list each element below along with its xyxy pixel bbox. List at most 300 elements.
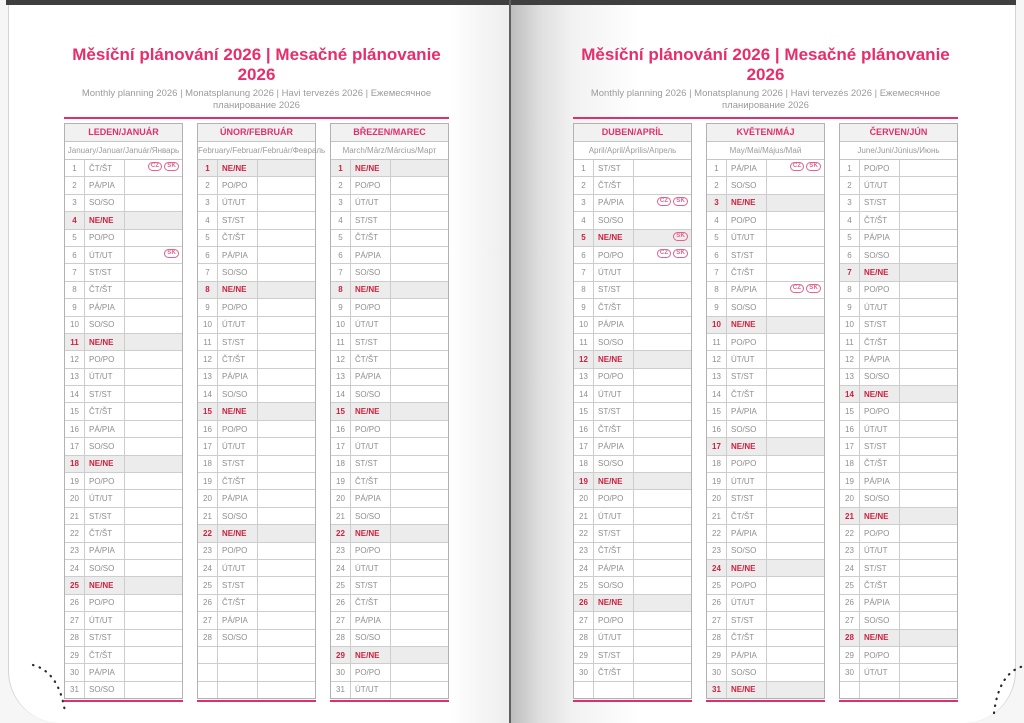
weekday-cell: SO/SO — [860, 490, 900, 506]
weekday-cell: ÚT/UT — [594, 630, 634, 646]
month-subtitle: April/April/Április/Апрель — [574, 142, 691, 160]
day-row — [707, 264, 824, 281]
day-number-cell: 10 — [574, 317, 594, 333]
notes-cell — [125, 595, 182, 611]
notes-cell — [391, 282, 448, 298]
notes-cell — [391, 560, 448, 576]
weekday-cell: PO/PO — [860, 403, 900, 419]
day-row — [574, 595, 691, 612]
day-row — [840, 438, 957, 455]
day-number-cell: 22 — [574, 525, 594, 541]
day-number-cell: 6 — [198, 247, 218, 263]
day-row — [65, 438, 182, 455]
month-table — [706, 123, 825, 699]
day-number-cell: 3 — [840, 195, 860, 211]
day-number-cell: 5 — [65, 230, 85, 246]
day-number-cell: 6 — [707, 247, 727, 263]
holiday-badge-cz: CZ — [148, 162, 162, 171]
notes-cell — [767, 577, 824, 593]
weekday-cell: SO/SO — [85, 560, 125, 576]
notes-cell — [634, 334, 691, 350]
notes-cell — [900, 212, 957, 228]
notes-cell — [391, 351, 448, 367]
day-row — [840, 456, 957, 473]
weekday-cell: ST/ST — [727, 369, 767, 385]
day-number-cell: 31 — [65, 682, 85, 698]
day-number-cell: 11 — [840, 334, 860, 350]
day-number-cell: 27 — [707, 612, 727, 628]
notes-cell — [258, 508, 315, 524]
weekday-cell: PO/PO — [351, 664, 391, 680]
notes-cell — [258, 525, 315, 541]
weekday-cell: PÁ/PIA — [594, 560, 634, 576]
weekday-cell: PÁ/PIA — [727, 282, 767, 298]
day-row — [198, 421, 315, 438]
notes-cell — [258, 386, 315, 402]
day-number-cell: 23 — [198, 543, 218, 559]
weekday-cell: ÚT/UT — [351, 682, 391, 698]
weekday-cell: ČT/ŠT — [351, 351, 391, 367]
notes-cell — [634, 630, 691, 646]
notes-cell — [634, 386, 691, 402]
notes-cell — [634, 230, 691, 246]
weekday-cell: PÁ/PIA — [218, 490, 258, 506]
notes-cell — [634, 299, 691, 315]
weekday-cell: NE/NE — [860, 386, 900, 402]
day-row — [65, 351, 182, 368]
day-row — [707, 334, 824, 351]
notes-cell — [900, 247, 957, 263]
day-number-cell: 27 — [198, 612, 218, 628]
day-number-cell: 30 — [574, 664, 594, 680]
day-number-cell: 30 — [840, 664, 860, 680]
notes-cell — [258, 612, 315, 628]
day-row — [198, 264, 315, 281]
weekday-cell: ČT/ŠT — [85, 647, 125, 663]
day-number-cell: 13 — [840, 369, 860, 385]
day-number-cell: 19 — [331, 473, 351, 489]
weekday-cell: PÁ/PIA — [85, 543, 125, 559]
day-number-cell: 17 — [707, 438, 727, 454]
day-row — [840, 560, 957, 577]
day-number-cell: 11 — [707, 334, 727, 350]
day-number-cell: 9 — [65, 299, 85, 315]
day-number-cell: 18 — [65, 456, 85, 472]
day-number-cell: 9 — [574, 299, 594, 315]
weekday-cell: SO/SO — [727, 664, 767, 680]
day-number-cell: 5 — [574, 230, 594, 246]
notes-cell — [900, 630, 957, 646]
page-title: Měsíční plánování 2026 | Mesačné plánovanie 2026 — [72, 45, 441, 84]
months-left — [64, 123, 449, 702]
day-number-cell: 29 — [707, 647, 727, 663]
notes-cell — [258, 543, 315, 559]
day-row — [707, 490, 824, 507]
weekday-cell: PO/PO — [218, 543, 258, 559]
day-row — [574, 160, 691, 177]
day-number-cell: 29 — [574, 647, 594, 663]
notes-cell — [634, 543, 691, 559]
day-number-cell: 22 — [65, 525, 85, 541]
notes-cell — [900, 508, 957, 524]
notes-cell — [634, 612, 691, 628]
day-row — [574, 508, 691, 525]
day-number-cell: 14 — [198, 386, 218, 402]
day-number-cell: 11 — [331, 334, 351, 350]
day-number-cell: 14 — [331, 386, 351, 402]
day-row — [707, 247, 824, 264]
notes-cell — [767, 595, 824, 611]
day-number-cell: 11 — [198, 334, 218, 350]
day-number-cell: 17 — [840, 438, 860, 454]
day-number-cell: 24 — [65, 560, 85, 576]
weekday-cell: NE/NE — [860, 630, 900, 646]
weekday-cell: ÚT/UT — [727, 595, 767, 611]
day-row — [65, 682, 182, 698]
day-number-cell: 11 — [65, 334, 85, 350]
day-row — [65, 630, 182, 647]
notes-cell — [391, 212, 448, 228]
day-number-cell: 10 — [840, 317, 860, 333]
weekday-cell: ST/ST — [351, 212, 391, 228]
day-number-cell: 18 — [574, 456, 594, 472]
notes-cell — [125, 317, 182, 333]
day-number-cell: 28 — [574, 630, 594, 646]
notes-cell — [634, 369, 691, 385]
day-row — [840, 230, 957, 247]
notes-cell — [391, 647, 448, 663]
day-number-cell: 24 — [707, 560, 727, 576]
day-number-cell: 24 — [574, 560, 594, 576]
weekday-cell: PO/PO — [594, 490, 634, 506]
day-row — [840, 247, 957, 264]
notes-cell — [258, 264, 315, 280]
day-row — [65, 664, 182, 681]
weekday-cell: ČT/ŠT — [727, 508, 767, 524]
notes-cell — [900, 612, 957, 628]
weekday-cell: SO/SO — [594, 456, 634, 472]
weekday-cell: PÁ/PIA — [727, 403, 767, 419]
holiday-badge-sk: SK — [806, 284, 821, 293]
month-underline — [330, 700, 449, 702]
day-row — [707, 160, 824, 177]
notes-cell — [125, 299, 182, 315]
weekday-cell: PÁ/PIA — [860, 473, 900, 489]
weekday-cell: PÁ/PIA — [351, 490, 391, 506]
day-number-cell: 8 — [840, 282, 860, 298]
day-number-cell: 26 — [331, 595, 351, 611]
day-number-cell: 15 — [331, 403, 351, 419]
notes-cell — [634, 456, 691, 472]
day-row — [198, 508, 315, 525]
day-number-cell: 21 — [198, 508, 218, 524]
weekday-cell: NE/NE — [594, 473, 634, 489]
day-row — [198, 282, 315, 299]
weekday-cell: ST/ST — [594, 403, 634, 419]
weekday-cell: SO/SO — [351, 508, 391, 524]
weekday-cell: ÚT/UT — [727, 473, 767, 489]
day-row — [198, 160, 315, 177]
day-number-cell: 26 — [707, 595, 727, 611]
weekday-cell: NE/NE — [218, 160, 258, 176]
day-row — [198, 247, 315, 264]
weekday-cell: PÁ/PIA — [218, 612, 258, 628]
day-number-cell: 25 — [198, 577, 218, 593]
day-number-cell: 25 — [65, 577, 85, 593]
weekday-cell — [218, 664, 258, 680]
day-row — [707, 299, 824, 316]
day-row — [198, 543, 315, 560]
day-row — [707, 473, 824, 490]
weekday-cell: ČT/ŠT — [860, 334, 900, 350]
holiday-badge-cz: CZ — [790, 162, 804, 171]
weekday-cell: ST/ST — [727, 247, 767, 263]
month-name: ČERVEN/JÚN — [840, 124, 957, 142]
weekday-cell: SO/SO — [594, 577, 634, 593]
notes-cell — [900, 386, 957, 402]
day-row — [574, 421, 691, 438]
weekday-cell: NE/NE — [85, 577, 125, 593]
weekday-cell: NE/NE — [351, 282, 391, 298]
notes-cell — [258, 456, 315, 472]
day-row — [574, 664, 691, 681]
month-underline — [64, 700, 183, 702]
day-number-cell: 3 — [331, 195, 351, 211]
weekday-cell: ÚT/UT — [351, 317, 391, 333]
weekday-cell: NE/NE — [594, 351, 634, 367]
notes-cell — [391, 421, 448, 437]
page-right — [511, 5, 1016, 723]
notes-cell — [125, 247, 182, 263]
day-row — [574, 230, 691, 247]
weekday-cell: ST/ST — [218, 212, 258, 228]
month-underline — [706, 700, 825, 702]
day-number-cell: 19 — [65, 473, 85, 489]
month-underline — [197, 700, 316, 702]
weekday-cell: ČT/ŠT — [594, 543, 634, 559]
notes-cell — [125, 490, 182, 506]
day-row — [707, 525, 824, 542]
day-number-cell: 27 — [840, 612, 860, 628]
month-name: ÚNOR/FEBRUÁR — [198, 124, 315, 142]
day-row — [65, 369, 182, 386]
day-number-cell: 4 — [707, 212, 727, 228]
title-divider — [64, 117, 449, 119]
day-row — [707, 212, 824, 229]
notes-cell — [767, 525, 824, 541]
holiday-badge-sk: SK — [164, 249, 179, 258]
weekday-cell: ST/ST — [594, 525, 634, 541]
notes-cell — [634, 438, 691, 454]
weekday-cell: PO/PO — [218, 421, 258, 437]
day-row — [198, 317, 315, 334]
weekday-cell — [860, 682, 900, 698]
day-number-cell: 21 — [707, 508, 727, 524]
day-number-cell: 10 — [65, 317, 85, 333]
day-number-cell: 4 — [840, 212, 860, 228]
notes-cell — [125, 682, 182, 698]
day-row — [707, 177, 824, 194]
day-number-cell: 13 — [331, 369, 351, 385]
notes-cell — [900, 195, 957, 211]
day-row — [331, 317, 448, 334]
day-row — [198, 369, 315, 386]
day-row — [331, 438, 448, 455]
notes-cell — [767, 334, 824, 350]
title-divider — [573, 117, 958, 119]
weekday-cell: SO/SO — [218, 508, 258, 524]
day-number-cell: 13 — [198, 369, 218, 385]
day-number-cell: 27 — [331, 612, 351, 628]
day-row — [331, 264, 448, 281]
day-number-cell: 1 — [840, 160, 860, 176]
weekday-cell: ÚT/UT — [860, 299, 900, 315]
notes-cell — [391, 612, 448, 628]
weekday-cell: ST/ST — [218, 334, 258, 350]
day-row — [198, 195, 315, 212]
notes-cell — [125, 386, 182, 402]
month-name: LEDEN/JANUÁR — [65, 124, 182, 142]
day-row — [707, 421, 824, 438]
day-row — [331, 369, 448, 386]
weekday-cell: ÚT/UT — [860, 421, 900, 437]
day-number-cell: 27 — [65, 612, 85, 628]
weekday-cell: PÁ/PIA — [85, 421, 125, 437]
day-row — [840, 577, 957, 594]
weekday-cell: PÁ/PIA — [218, 369, 258, 385]
day-row — [198, 490, 315, 507]
day-row — [331, 490, 448, 507]
weekday-cell: SO/SO — [218, 264, 258, 280]
day-number-cell: 4 — [574, 212, 594, 228]
page-left — [8, 5, 509, 723]
day-number-cell: 26 — [198, 595, 218, 611]
notes-cell — [900, 282, 957, 298]
month-subtitle: March/März/Március/Март — [331, 142, 448, 160]
day-row — [707, 595, 824, 612]
day-row — [331, 473, 448, 490]
notes-cell — [767, 682, 824, 698]
day-row — [707, 369, 824, 386]
weekday-cell: PÁ/PIA — [85, 664, 125, 680]
day-row — [840, 317, 957, 334]
notes-cell — [900, 403, 957, 419]
day-row — [574, 525, 691, 542]
notes-cell — [391, 595, 448, 611]
day-row — [707, 403, 824, 420]
day-row — [840, 630, 957, 647]
notes-cell — [900, 230, 957, 246]
day-row — [331, 195, 448, 212]
day-number-cell: 1 — [331, 160, 351, 176]
weekday-cell: ST/ST — [594, 160, 634, 176]
day-number-cell: 8 — [707, 282, 727, 298]
day-number-cell: 15 — [574, 403, 594, 419]
day-number-cell: 1 — [198, 160, 218, 176]
notes-cell — [391, 334, 448, 350]
notes-cell — [258, 630, 315, 646]
day-number-cell: 17 — [331, 438, 351, 454]
weekday-cell: PÁ/PIA — [727, 647, 767, 663]
weekday-cell: PO/PO — [727, 334, 767, 350]
month-underline — [839, 700, 958, 702]
weekday-cell — [218, 647, 258, 663]
day-row — [198, 456, 315, 473]
weekday-cell: PÁ/PIA — [594, 438, 634, 454]
day-row — [198, 177, 315, 194]
weekday-cell: ST/ST — [594, 647, 634, 663]
notes-cell — [125, 630, 182, 646]
notes-cell — [767, 421, 824, 437]
day-row — [574, 247, 691, 264]
day-row — [707, 386, 824, 403]
day-number-cell: 25 — [331, 577, 351, 593]
day-row — [331, 212, 448, 229]
weekday-cell: NE/NE — [218, 282, 258, 298]
month-subtitle: June/Juni/Június/Июнь — [840, 142, 957, 160]
day-row — [198, 334, 315, 351]
day-number-cell: 20 — [65, 490, 85, 506]
notes-cell — [391, 508, 448, 524]
day-number-cell: 9 — [331, 299, 351, 315]
notes-cell — [767, 177, 824, 193]
weekday-cell: ČT/ŠT — [351, 230, 391, 246]
notes-cell — [634, 177, 691, 193]
notes-cell — [634, 577, 691, 593]
weekday-cell: PÁ/PIA — [860, 351, 900, 367]
day-row — [65, 456, 182, 473]
notes-cell — [391, 438, 448, 454]
day-number-cell: 19 — [707, 473, 727, 489]
weekday-cell: NE/NE — [727, 682, 767, 698]
day-row — [840, 264, 957, 281]
weekday-cell: PO/PO — [860, 160, 900, 176]
notes-cell — [391, 299, 448, 315]
blank-row — [840, 682, 957, 698]
day-number-cell: 19 — [840, 473, 860, 489]
day-row — [574, 264, 691, 281]
weekday-cell: PÁ/PIA — [85, 177, 125, 193]
day-number-cell: 28 — [840, 630, 860, 646]
notes-cell — [258, 664, 315, 680]
day-number-cell: 31 — [707, 682, 727, 698]
weekday-cell: ČT/ŠT — [85, 282, 125, 298]
day-number-cell: 20 — [707, 490, 727, 506]
weekday-cell: ČT/ŠT — [594, 664, 634, 680]
notes-cell — [125, 195, 182, 211]
blank-row — [574, 682, 691, 698]
months-right — [573, 123, 958, 702]
notes-cell — [258, 473, 315, 489]
day-number-cell: 13 — [707, 369, 727, 385]
day-number-cell: 29 — [331, 647, 351, 663]
day-row — [65, 317, 182, 334]
notes-cell — [634, 508, 691, 524]
notes-cell — [258, 177, 315, 193]
day-number-cell: 12 — [331, 351, 351, 367]
weekday-cell: SO/SO — [727, 543, 767, 559]
day-row — [707, 647, 824, 664]
weekday-cell: ÚT/UT — [85, 369, 125, 385]
notes-cell — [125, 334, 182, 350]
notes-cell — [391, 664, 448, 680]
notes-cell — [391, 247, 448, 263]
notes-cell — [634, 264, 691, 280]
notes-cell — [634, 403, 691, 419]
weekday-cell: ST/ST — [85, 264, 125, 280]
notes-cell — [258, 351, 315, 367]
weekday-cell: SO/SO — [351, 630, 391, 646]
